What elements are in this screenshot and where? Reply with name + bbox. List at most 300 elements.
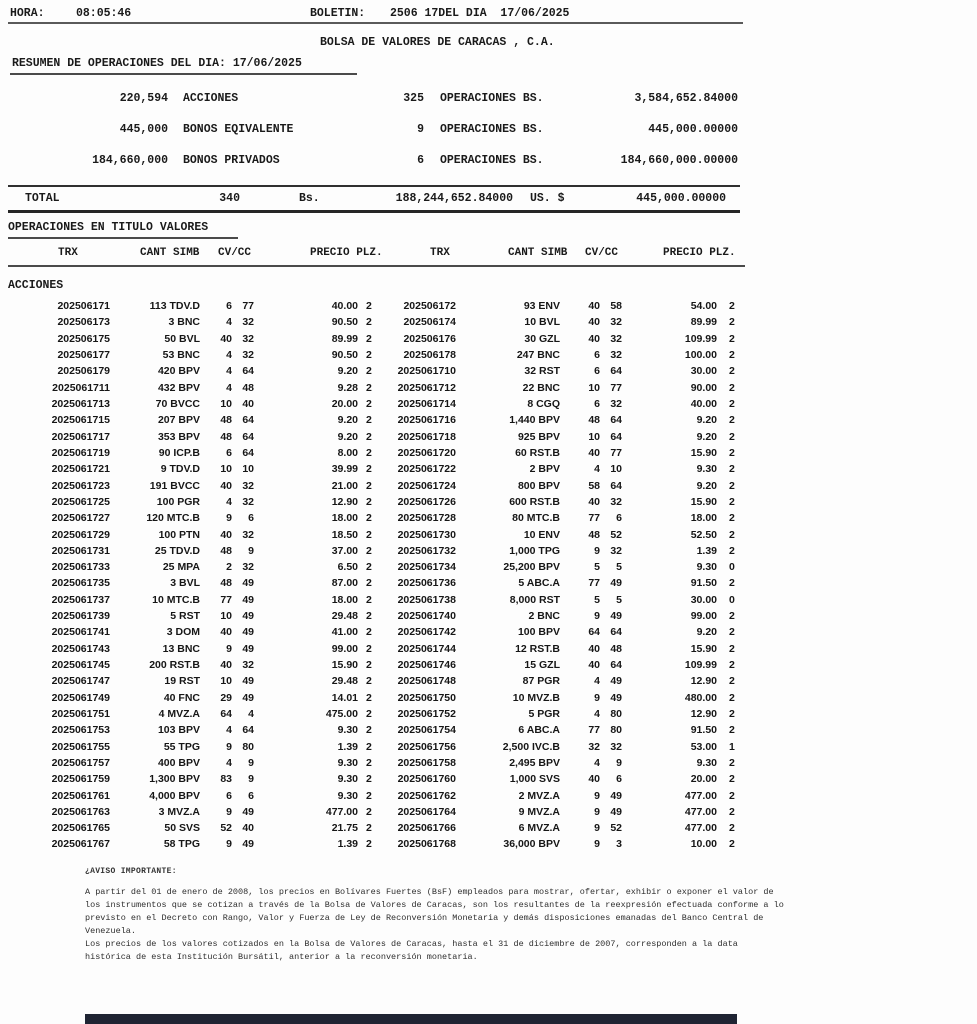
cc-cell: 32 — [242, 528, 254, 541]
plz-cell: 2 — [729, 316, 735, 329]
cc-cell: 80 — [242, 740, 254, 753]
plz-cell: 2 — [366, 381, 372, 394]
col-header-cvcc: CV/CC — [585, 247, 619, 259]
precio-cell: 1.39 — [337, 740, 358, 753]
cc-cell: 32 — [610, 740, 622, 753]
trx-cell: 2025061715 — [51, 414, 110, 427]
trx-cell: 2025061714 — [397, 398, 456, 411]
precio-cell: 9.30 — [337, 789, 358, 802]
cant-simb-cell: 9 MVZ.A — [518, 805, 560, 818]
cc-cell: 40 — [242, 398, 254, 411]
plz-cell: 2 — [729, 838, 735, 851]
trx-cell: 2025061732 — [397, 544, 456, 557]
cant-simb-cell: 120 MTC.B — [146, 512, 200, 525]
cant-simb-cell: 2,495 BPV — [509, 756, 560, 769]
summary-monto: 184,660,000.00000 — [620, 154, 738, 167]
table-row — [8, 690, 768, 706]
plz-cell: 2 — [366, 838, 372, 851]
precio-cell: 12.90 — [331, 495, 358, 508]
total-bs-label: Bs. — [299, 192, 320, 205]
cv-cell: 48 — [588, 414, 600, 427]
plz-cell: 2 — [729, 675, 735, 688]
cv-cell: 9 — [594, 789, 600, 802]
trx-cell: 2025061756 — [397, 740, 456, 753]
cv-cell: 77 — [588, 512, 600, 525]
cant-simb-cell: 1,300 BPV — [149, 773, 200, 786]
precio-cell: 8.00 — [337, 446, 358, 459]
precio-cell: 9.20 — [696, 479, 717, 492]
cant-simb-cell: 70 BVCC — [155, 398, 200, 411]
plz-cell: 2 — [366, 430, 372, 443]
plz-cell: 2 — [729, 495, 735, 508]
trx-cell: 2025061743 — [51, 642, 110, 655]
cc-cell: 64 — [242, 365, 254, 378]
trx-cell: 2025061731 — [51, 544, 110, 557]
precio-cell: 9.20 — [337, 414, 358, 427]
table-row — [8, 412, 768, 428]
plz-cell: 2 — [366, 561, 372, 574]
total-usd-label: US. $ — [530, 192, 565, 205]
precio-cell: 109.99 — [684, 332, 717, 345]
trx-cell: 202506177 — [57, 349, 110, 362]
plz-cell: 1 — [729, 740, 735, 753]
table-row — [8, 673, 768, 689]
plz-cell: 2 — [366, 805, 372, 818]
table-row-right-half — [386, 545, 749, 557]
summary-operaciones: 9 — [417, 123, 424, 136]
cv-cell: 6 — [594, 365, 600, 378]
total-label: TOTAL — [25, 192, 60, 205]
summary-row — [0, 154, 977, 168]
table-row-right-half — [386, 300, 749, 312]
summary-tipo: BONOS PRIVADOS — [183, 154, 280, 167]
cc-cell: 49 — [242, 593, 254, 606]
trx-cell: 2025061733 — [51, 561, 110, 574]
resumen-heading: RESUMEN DE OPERACIONES DEL DIA: 17/06/2025 — [12, 57, 302, 70]
page-title: BOLSA DE VALORES DE CARACAS , C.A. — [320, 36, 555, 49]
table-row — [8, 445, 768, 461]
cc-cell: 52 — [610, 822, 622, 835]
cant-simb-cell: 925 BPV — [517, 430, 560, 443]
col-header-trx: TRX — [58, 247, 78, 259]
trx-cell: 2025061748 — [397, 675, 456, 688]
cant-simb-cell: 25 TDV.D — [154, 544, 200, 557]
cc-cell: 49 — [610, 805, 622, 818]
summary-monto: 445,000.00000 — [648, 123, 738, 136]
precio-cell: 9.30 — [696, 463, 717, 476]
trx-cell: 2025061726 — [397, 495, 456, 508]
trx-cell: 2025061721 — [51, 463, 110, 476]
cv-cell: 29 — [220, 691, 232, 704]
cv-cell: 40 — [588, 300, 600, 313]
cv-cell: 83 — [220, 773, 232, 786]
plz-cell: 2 — [366, 756, 372, 769]
cv-cell: 48 — [220, 430, 232, 443]
cant-simb-cell: 87 PGR — [522, 675, 560, 688]
table-row-right-half — [386, 349, 749, 361]
cant-simb-cell: 6 ABC.A — [518, 724, 560, 737]
summary-ops-label: OPERACIONES BS. — [440, 154, 544, 167]
precio-cell: 18.00 — [331, 512, 358, 525]
cv-cell: 10 — [588, 381, 600, 394]
precio-cell: 18.50 — [331, 528, 358, 541]
cv-cell: 4 — [226, 365, 232, 378]
summary-operaciones: 6 — [417, 154, 424, 167]
operaciones-underline — [8, 237, 238, 239]
table-row — [8, 836, 768, 852]
plz-cell: 2 — [729, 626, 735, 639]
cant-simb-cell: 55 TPG — [163, 740, 200, 753]
trx-cell: 2025061724 — [397, 479, 456, 492]
table-row-right-half — [386, 724, 749, 736]
table-row-right-half — [386, 398, 749, 410]
trx-cell: 2025061717 — [51, 430, 110, 443]
plz-cell: 2 — [366, 740, 372, 753]
trx-cell: 2025061750 — [397, 691, 456, 704]
cv-cell: 9 — [226, 740, 232, 753]
cc-cell: 6 — [248, 512, 254, 525]
cant-simb-cell: 13 BNC — [162, 642, 200, 655]
precio-cell: 18.00 — [690, 512, 717, 525]
cv-cell: 6 — [226, 789, 232, 802]
trx-cell: 2025061737 — [51, 593, 110, 606]
cant-simb-cell: 1,000 SVS — [509, 773, 560, 786]
table-row-right-half — [386, 675, 749, 687]
precio-cell: 9.30 — [696, 561, 717, 574]
trx-cell: 2025061759 — [51, 773, 110, 786]
cv-cell: 40 — [588, 659, 600, 672]
boletin-label: BOLETIN: — [310, 7, 366, 20]
table-row-right-half — [386, 838, 749, 850]
table-row-right-half — [386, 447, 749, 459]
precio-cell: 18.00 — [331, 593, 358, 606]
precio-cell: 20.00 — [690, 773, 717, 786]
cc-cell: 9 — [248, 544, 254, 557]
precio-cell: 29.48 — [331, 610, 358, 623]
plz-cell: 2 — [366, 495, 372, 508]
cv-cell: 40 — [588, 446, 600, 459]
cc-cell: 48 — [242, 381, 254, 394]
plz-cell: 2 — [729, 577, 735, 590]
precio-cell: 21.00 — [331, 479, 358, 492]
precio-cell: 90.50 — [331, 316, 358, 329]
summary-tipo: ACCIONES — [183, 92, 239, 105]
cant-simb-cell: 25,200 BPV — [503, 561, 560, 574]
precio-cell: 109.99 — [684, 659, 717, 672]
cant-simb-cell: 3 DOM — [166, 626, 200, 639]
aviso-line: Los precios de los valores cotizados en la Bolsa de Valores de Caracas, hasta el 31 de diciembre de 2007, corresponden a la data — [85, 939, 738, 949]
cc-cell: 64 — [242, 446, 254, 459]
table-row-right-half — [386, 773, 749, 785]
cv-cell: 40 — [588, 316, 600, 329]
precio-cell: 475.00 — [325, 707, 358, 720]
aviso-text — [85, 886, 784, 964]
plz-cell: 2 — [729, 528, 735, 541]
summary-cantidad: 220,594 — [119, 92, 168, 105]
plz-cell: 2 — [366, 577, 372, 590]
cant-simb-cell: 50 SVS — [164, 822, 200, 835]
cant-simb-cell: 80 MTC.B — [512, 512, 560, 525]
table-row — [8, 608, 768, 624]
cv-cell: 6 — [594, 349, 600, 362]
cc-cell: 80 — [610, 707, 622, 720]
trx-cell: 2025061761 — [51, 789, 110, 802]
trx-cell: 2025061767 — [51, 838, 110, 851]
cc-cell: 32 — [242, 316, 254, 329]
plz-cell: 2 — [366, 479, 372, 492]
cv-cell: 4 — [594, 463, 600, 476]
precio-cell: 87.00 — [331, 577, 358, 590]
cant-simb-cell: 32 RST — [524, 365, 560, 378]
cc-cell: 64 — [242, 430, 254, 443]
aviso-heading: ¿AVISO IMPORTANTE: — [85, 867, 177, 876]
table-row — [8, 592, 768, 608]
cc-cell: 64 — [610, 659, 622, 672]
cv-cell: 4 — [226, 756, 232, 769]
cc-cell: 32 — [242, 561, 254, 574]
precio-cell: 30.00 — [690, 365, 717, 378]
plz-cell: 2 — [366, 659, 372, 672]
operaciones-heading: OPERACIONES EN TITULO VALORES — [8, 221, 209, 234]
plz-cell: 2 — [366, 528, 372, 541]
table-row-right-half — [386, 512, 749, 524]
table-row — [8, 429, 768, 445]
precio-cell: 15.90 — [331, 659, 358, 672]
cv-cell: 4 — [594, 756, 600, 769]
cant-simb-cell: 5 PGR — [528, 707, 560, 720]
cc-cell: 49 — [242, 642, 254, 655]
aviso-line: histórica de esta Institución Bursátil, anterior a la reconversión monetaria. — [85, 952, 478, 962]
plz-cell: 2 — [366, 365, 372, 378]
trx-cell: 202506171 — [57, 300, 110, 313]
cant-simb-cell: 4,000 BPV — [149, 789, 200, 802]
precio-cell: 9.30 — [337, 724, 358, 737]
plz-cell: 2 — [366, 642, 372, 655]
table-row-right-half — [386, 643, 749, 655]
cant-simb-cell: 22 BNC — [522, 381, 560, 394]
cc-cell: 32 — [242, 479, 254, 492]
plz-cell: 2 — [729, 544, 735, 557]
table-row — [8, 738, 768, 754]
trx-cell: 2025061723 — [51, 479, 110, 492]
cant-simb-cell: 10 BVL — [524, 316, 560, 329]
cant-simb-cell: 6 MVZ.A — [518, 822, 560, 835]
table-row-right-half — [386, 561, 749, 573]
trx-cell: 202506179 — [57, 365, 110, 378]
col-header-cant-simb: CANT SIMB — [140, 247, 200, 259]
cc-cell: 32 — [610, 495, 622, 508]
cant-simb-cell: 100 PGR — [156, 495, 200, 508]
precio-cell: 1.39 — [696, 544, 717, 557]
trx-cell: 202506172 — [403, 300, 456, 313]
trx-cell: 202506178 — [403, 349, 456, 362]
cv-cell: 77 — [220, 593, 232, 606]
cant-simb-cell: 19 RST — [164, 675, 200, 688]
boletin-value: 2506 17DEL DIA 17/06/2025 — [390, 7, 570, 20]
aviso-line: previsto en el Decreto con Rango, Valor y Fuerza de Ley de Reconversión Monetaria y demás disposiciones emanadas del Banco Central de — [85, 913, 764, 923]
plz-cell: 2 — [366, 446, 372, 459]
table-row — [8, 347, 768, 363]
cv-cell: 5 — [594, 561, 600, 574]
cc-cell: 32 — [610, 398, 622, 411]
cc-cell: 49 — [242, 838, 254, 851]
table-row-right-half — [386, 659, 749, 671]
plz-cell: 2 — [729, 479, 735, 492]
cant-simb-cell: 2 BNC — [528, 610, 560, 623]
cant-simb-cell: 3 BNC — [168, 316, 200, 329]
aviso-line: Venezuela. — [85, 926, 137, 936]
precio-cell: 9.20 — [337, 365, 358, 378]
cc-cell: 80 — [610, 724, 622, 737]
cant-simb-cell: 207 BPV — [157, 414, 200, 427]
trx-cell: 2025061755 — [51, 740, 110, 753]
precio-cell: 39.99 — [331, 463, 358, 476]
table-row-right-half — [386, 463, 749, 475]
cc-cell: 32 — [610, 544, 622, 557]
cant-simb-cell: 100 PTN — [158, 528, 200, 541]
table-row — [8, 820, 768, 836]
plz-cell: 2 — [366, 332, 372, 345]
total-usd-value: 445,000.00000 — [636, 192, 726, 205]
cv-cell: 40 — [220, 332, 232, 345]
table-row — [8, 380, 768, 396]
summary-row — [0, 123, 977, 137]
table-row-right-half — [386, 382, 749, 394]
plz-cell: 2 — [366, 724, 372, 737]
plz-cell: 2 — [366, 512, 372, 525]
table-row — [8, 510, 768, 526]
table-row-right-half — [386, 610, 749, 622]
table-row — [8, 494, 768, 510]
cv-cell: 40 — [220, 626, 232, 639]
trx-cell: 2025061740 — [397, 610, 456, 623]
table-row — [8, 396, 768, 412]
cc-cell: 49 — [242, 610, 254, 623]
cv-cell: 6 — [226, 300, 232, 313]
cc-cell: 49 — [610, 610, 622, 623]
cv-cell: 4 — [594, 675, 600, 688]
cv-cell: 40 — [588, 642, 600, 655]
cv-cell: 10 — [588, 430, 600, 443]
plz-cell: 2 — [366, 316, 372, 329]
precio-cell: 20.00 — [331, 398, 358, 411]
bottom-bar — [85, 1014, 737, 1024]
table-row-right-half — [386, 806, 749, 818]
precio-cell: 9.20 — [696, 414, 717, 427]
cv-cell: 4 — [226, 381, 232, 394]
cv-cell: 9 — [594, 805, 600, 818]
plz-cell: 2 — [729, 773, 735, 786]
cc-cell: 32 — [242, 495, 254, 508]
precio-cell: 37.00 — [331, 544, 358, 557]
trx-cell: 2025061712 — [397, 381, 456, 394]
table-row — [8, 331, 768, 347]
plz-cell: 2 — [366, 349, 372, 362]
cv-cell: 10 — [220, 463, 232, 476]
cant-simb-cell: 10 MVZ.B — [512, 691, 560, 704]
plz-cell: 0 — [729, 561, 735, 574]
cv-cell: 40 — [588, 773, 600, 786]
precio-cell: 6.50 — [337, 561, 358, 574]
cc-cell: 9 — [616, 756, 622, 769]
table-row — [8, 624, 768, 640]
cant-simb-cell: 1,000 TPG — [509, 544, 560, 557]
table-row — [8, 771, 768, 787]
plz-cell: 2 — [729, 430, 735, 443]
summary-monto: 3,584,652.84000 — [634, 92, 738, 105]
plz-cell: 2 — [366, 773, 372, 786]
cv-cell: 32 — [588, 740, 600, 753]
table-row — [8, 722, 768, 738]
cant-simb-cell: 8 CGQ — [527, 398, 560, 411]
table-row — [8, 363, 768, 379]
precio-cell: 54.00 — [690, 300, 717, 313]
cc-cell: 64 — [610, 365, 622, 378]
table-row-right-half — [386, 822, 749, 834]
cant-simb-cell: 60 RST.B — [515, 446, 560, 459]
table-row — [8, 804, 768, 820]
cv-cell: 48 — [588, 528, 600, 541]
cc-cell: 9 — [248, 756, 254, 769]
precio-cell: 15.90 — [690, 446, 717, 459]
trx-cell: 2025061742 — [397, 626, 456, 639]
cc-cell: 77 — [610, 446, 622, 459]
trx-cell: 2025061730 — [397, 528, 456, 541]
cv-cell: 10 — [220, 610, 232, 623]
cc-cell: 6 — [616, 773, 622, 786]
plz-cell: 2 — [366, 626, 372, 639]
cant-simb-cell: 400 BPV — [157, 756, 200, 769]
trx-cell: 202506176 — [403, 332, 456, 345]
cant-simb-cell: 5 ABC.A — [518, 577, 560, 590]
cv-cell: 48 — [220, 544, 232, 557]
cv-cell: 9 — [226, 805, 232, 818]
cc-cell: 49 — [610, 789, 622, 802]
cc-cell: 77 — [610, 381, 622, 394]
cant-simb-cell: 191 BVCC — [149, 479, 200, 492]
precio-cell: 90.50 — [331, 349, 358, 362]
trx-cell: 2025061753 — [51, 724, 110, 737]
plz-cell: 2 — [729, 398, 735, 411]
cant-simb-cell: 36,000 BPV — [503, 838, 560, 851]
cc-cell: 40 — [242, 822, 254, 835]
cv-cell: 6 — [226, 446, 232, 459]
precio-cell: 29.48 — [331, 675, 358, 688]
cant-simb-cell: 53 BNC — [162, 349, 200, 362]
cv-cell: 9 — [226, 838, 232, 851]
precio-cell: 52.50 — [690, 528, 717, 541]
trx-cell: 2025061746 — [397, 659, 456, 672]
cant-simb-cell: 600 RST.B — [509, 495, 560, 508]
trx-cell: 2025061735 — [51, 577, 110, 590]
cc-cell: 49 — [242, 626, 254, 639]
summary-tipo: BONOS EQIVALENTE — [183, 123, 294, 136]
precio-cell: 99.00 — [331, 642, 358, 655]
col-header-trx: TRX — [430, 247, 450, 259]
cc-cell: 32 — [242, 349, 254, 362]
cc-cell: 3 — [616, 838, 622, 851]
table-row — [8, 706, 768, 722]
cant-simb-cell: 432 BPV — [157, 381, 200, 394]
table-row — [8, 477, 768, 493]
summary-cantidad: 445,000 — [119, 123, 168, 136]
cc-cell: 64 — [610, 414, 622, 427]
precio-cell: 12.90 — [690, 707, 717, 720]
plz-cell: 2 — [729, 332, 735, 345]
table-row — [8, 755, 768, 771]
trx-cell: 2025061722 — [397, 463, 456, 476]
cv-cell: 48 — [220, 577, 232, 590]
